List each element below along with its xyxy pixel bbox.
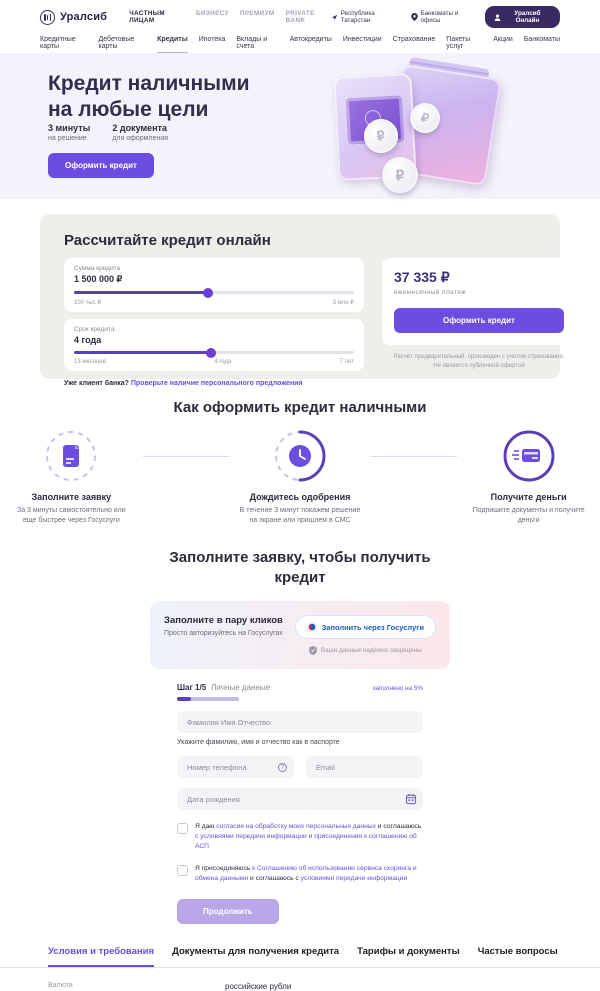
consent-scoring-text: Я присоединяюсь к Соглашению об использовании сервиса скоринга и обмена данными и соглашаюсь с условиями передачи информации [195, 865, 417, 883]
consent-personal-data [177, 822, 423, 852]
application-form-section [150, 548, 450, 923]
term-min: 13 месяцев [74, 359, 106, 365]
audience-nav-item[interactable]: ЧАСТНЫМ ЛИЦАМ [129, 10, 165, 24]
amount-slider-thumb[interactable] [203, 288, 213, 298]
document-icon [45, 430, 97, 482]
gosuslugi-login-button[interactable]: Заполнить через Госуслуги [295, 615, 436, 639]
header [0, 0, 600, 53]
amount-min: 100 тыс ₽ [74, 300, 102, 306]
step-get-money: Получите деньги Подпишите документы и получите деньги [457, 430, 600, 526]
form-body [177, 683, 423, 923]
calculator-apply-button[interactable]: Оформить кредит [394, 308, 564, 333]
shield-icon [309, 646, 317, 655]
term-mid: 4 года [214, 359, 232, 365]
step-wait-approval: Дождитесь одобрения В течение 3 минут покажем решение на экране или пришлем в СМС [229, 430, 372, 526]
product-nav-item[interactable]: Пакеты услуг [446, 36, 471, 50]
brand-name: Уралсиб [60, 11, 108, 23]
wallet-illustration [330, 59, 500, 197]
consent-scoring [177, 864, 423, 884]
info-tab[interactable]: Документы для получения кредита [172, 945, 340, 957]
consent-personal-data-checkbox[interactable] [177, 823, 188, 834]
step-label: Шаг 1/5 [177, 683, 207, 693]
product-nav-item[interactable]: Дебетовые карты [98, 36, 135, 50]
hero-title: Кредит наличными на любые цели [48, 72, 250, 121]
amount-slider[interactable] [74, 291, 354, 294]
currency-row [0, 968, 600, 991]
card-icon [503, 430, 555, 482]
info-tab[interactable]: Условия и требования [48, 946, 154, 967]
audience-nav-item[interactable]: БИЗНЕСУ [195, 10, 229, 17]
product-nav-item[interactable]: Страхование [392, 36, 436, 43]
phone-help-icon[interactable]: ? [278, 763, 287, 772]
phone-input[interactable] [177, 756, 294, 778]
client-offer-row: Уже клиент банка? Проверьте наличие персонального предложения [64, 380, 303, 387]
secure-note: Ваши данные надёжно защищены [320, 647, 422, 655]
product-nav-item[interactable]: Автокредиты [289, 36, 332, 43]
how-to-title: Как оформить кредит наличными [173, 399, 427, 416]
map-pin-icon [411, 13, 418, 21]
term-slider-card [64, 319, 364, 371]
region-selector[interactable]: Республика Татарстан [331, 10, 401, 24]
ruble-coin-icon: ₽ [407, 100, 443, 136]
email-field-wrap [306, 756, 423, 778]
hero-section [0, 53, 600, 199]
phone-field-wrap [177, 756, 294, 778]
email-input[interactable] [306, 756, 423, 778]
term-slider[interactable] [74, 351, 354, 354]
calendar-icon[interactable] [406, 794, 416, 804]
calculator-title: Рассчитайте кредит онлайн [64, 232, 271, 249]
monthly-payment-label: ежемесячный платеж [394, 289, 466, 296]
step-connector [143, 456, 229, 457]
product-nav-item[interactable]: Вклады и счета [236, 36, 268, 50]
calculator-disclaimer: Расчёт предварительный, произведен с учетом страхования. Не является публичной офертой [393, 354, 565, 369]
person-icon [494, 14, 501, 21]
info-tab[interactable]: Частые вопросы [477, 945, 558, 957]
product-nav-item[interactable]: Кредиты [157, 36, 188, 53]
how-to-section [0, 399, 600, 526]
fio-field-wrap [177, 711, 423, 733]
amount-label: Сумма кредита [74, 265, 121, 272]
birthdate-field-wrap [177, 788, 423, 810]
consent-scoring-checkbox[interactable] [177, 865, 188, 876]
fio-hint: Укажите фамилию, имя и отчество как в паспорте [177, 739, 340, 747]
consent-personal-data-text: Я даю согласие на обработку моих персональных данных и соглашаюсь с условиями передачи информации и присоединения к соглашению об АСП [195, 823, 422, 851]
atms-offices-link[interactable]: Банкоматы и офисы [411, 10, 475, 24]
amount-value: 1 500 000 ₽ [74, 274, 123, 284]
hero-apply-button[interactable]: Оформить кредит [48, 153, 154, 178]
gosuslugi-logo-icon [307, 622, 317, 632]
currency-value: российские рубли [225, 981, 292, 991]
progress-label: заполнено на 5% [372, 685, 423, 693]
term-value: 4 года [74, 335, 102, 345]
loan-calculator [40, 214, 565, 387]
personal-offer-link[interactable]: Проверьте наличие персонального предложения [130, 380, 303, 387]
hero-stats [48, 123, 168, 142]
payment-card [382, 258, 576, 345]
online-bank-button[interactable]: Уралсиб Онлайн [485, 6, 560, 28]
term-slider-thumb[interactable] [206, 348, 216, 358]
ruble-coin-icon: ₽ [360, 115, 403, 158]
step-connector [371, 456, 457, 457]
step-name: Личные данные [211, 683, 271, 693]
form-progress-bar [177, 697, 239, 701]
brand-logo[interactable] [40, 10, 107, 25]
gosuslugi-banner [150, 601, 450, 669]
product-nav-item[interactable]: Ипотека [198, 36, 226, 43]
fio-input[interactable] [177, 711, 423, 733]
form-title: Заполните заявку, чтобы получить кредит [169, 549, 431, 586]
product-nav [40, 36, 560, 53]
birthdate-input[interactable] [177, 788, 423, 810]
term-label: Срок кредита [74, 326, 115, 333]
audience-nav-item[interactable]: PRIVATE BANK [285, 10, 315, 24]
banner-subtitle: Просто авторизуйтесь на Госуслугах [164, 630, 283, 638]
audience-nav [129, 10, 330, 24]
product-nav-item[interactable]: Кредитные карты [40, 36, 76, 50]
hero-stat: 2 документа для оформления [112, 123, 169, 142]
monthly-payment-value: 37 335 ₽ [394, 269, 450, 285]
banner-title: Заполните в пару кликов [164, 615, 283, 627]
amount-max: 3 млн ₽ [332, 300, 354, 306]
ruble-coin-icon: ₽ [380, 155, 421, 196]
hero-stat: 3 минуты на решение [48, 123, 91, 142]
audience-nav-item[interactable]: ПРЕМИУМ [239, 10, 275, 17]
product-nav-item[interactable]: Акции [493, 36, 513, 43]
currency-label: Валюта [48, 981, 73, 989]
amount-slider-card [64, 258, 364, 312]
info-tabs [0, 946, 600, 968]
term-max: 7 лет [339, 359, 354, 365]
product-nav-item[interactable]: Банкоматы [523, 36, 560, 43]
continue-button[interactable]: Продолжить [177, 899, 279, 924]
product-nav-item[interactable]: Инвестиции [342, 36, 382, 43]
location-arrow-icon [331, 14, 338, 21]
uralsib-logo-icon [40, 10, 55, 25]
info-tab[interactable]: Тарифы и документы [357, 945, 460, 957]
clock-icon [274, 430, 326, 482]
step-fill-application: Заполните заявку За 3 минуты самостоятельно или еще быстрее через Госуслуги [0, 430, 143, 526]
